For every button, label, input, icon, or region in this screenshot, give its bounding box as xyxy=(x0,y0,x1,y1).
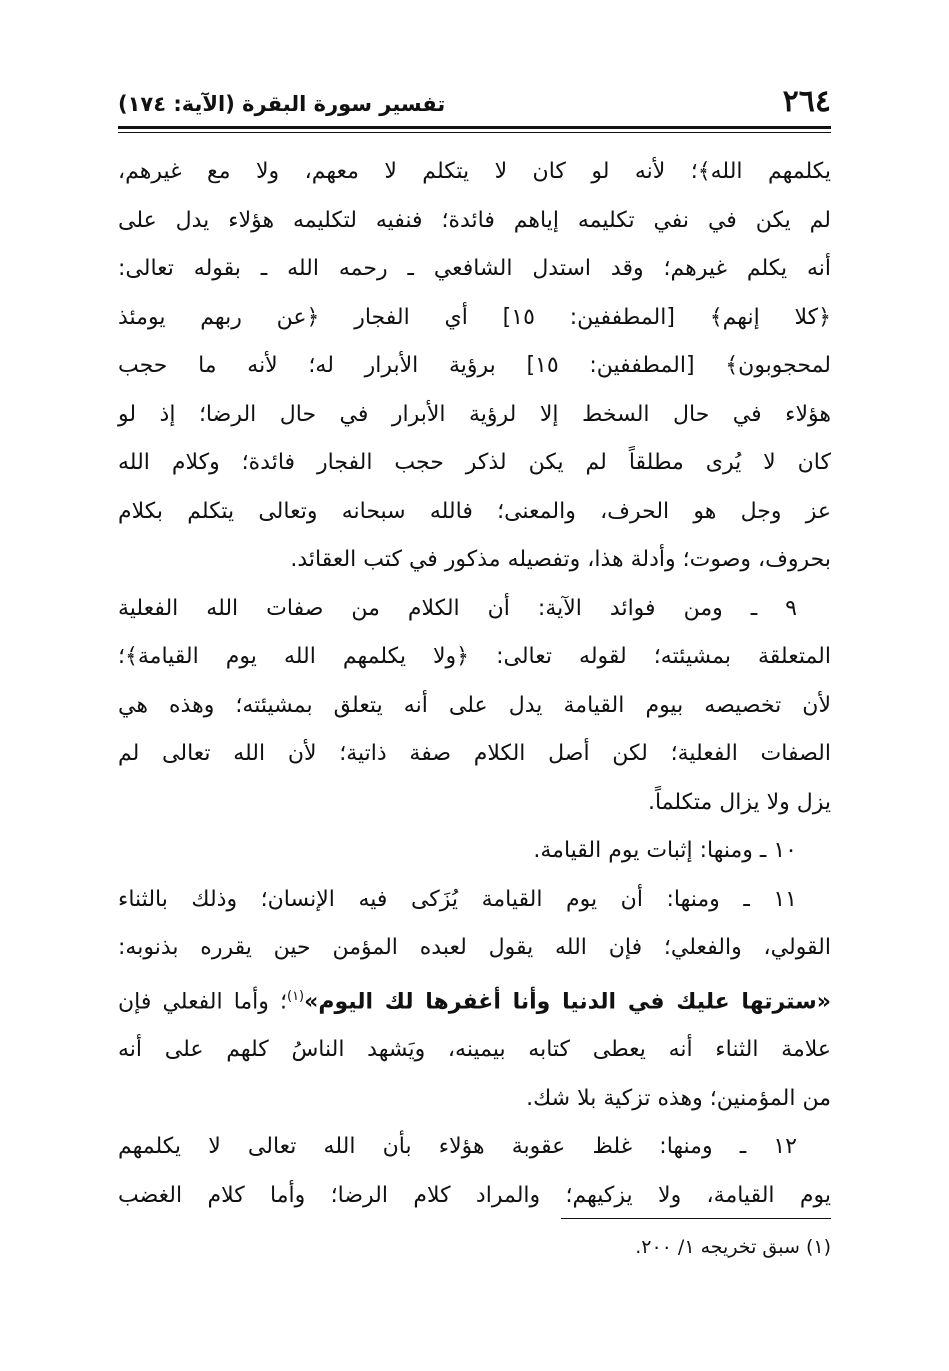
text-line: يكلمهم الله﴾؛ لأنه لو كان لا يتكلم لا معهم، ولا مع غيرهم، xyxy=(118,159,831,184)
body-text xyxy=(118,148,831,1220)
text-line: الصفات الفعلية؛ لكن أصل الكلام صفة ذاتية؛ لأن الله تعالى لم xyxy=(118,741,831,766)
text-line: لمحجوبون﴾ [المطففين: ١٥] برؤية الأبرار له؛ لأنه ما حجب xyxy=(118,353,831,378)
text-line: ٩ ـ ومن فوائد الآية: أن الكلام من صفات الله الفعلية xyxy=(118,595,797,621)
text-line: لأن تخصيصه بيوم القيامة يدل على أنه يتعلق بمشيئته؛ وهذه هي xyxy=(118,692,831,718)
text-line: ١٠ ـ ومنها: إثبات يوم القيامة. xyxy=(533,838,797,863)
text-line: القولي، والفعلي؛ فإن الله يقول لعبده المؤمن حين يقرره بذنوبه: xyxy=(118,935,831,960)
text-line: من المؤمنين؛ وهذه تزكية بلا شك. xyxy=(526,1085,831,1111)
text-line: يوم القيامة، ولا يزكيهم؛ والمراد كلام الرضا؛ وأما كلام الغضب xyxy=(118,1182,831,1208)
text-line: ١٢ ـ ومنها: غلظ عقوبة هؤلاء بأن الله تعالى لا يكلمهم xyxy=(118,1134,797,1160)
text-line: ﴿كلا إنهم﴾ [المطففين: ١٥] أي الفجار ﴿عن ربهم يومئذ xyxy=(118,304,831,330)
text-line xyxy=(118,973,831,1027)
text-line: ١١ ـ ومنها: أن يوم القيامة يُزَكى فيه الإنسان؛ وذلك بالثناء xyxy=(118,886,797,912)
text-line: هؤلاء في حال السخط إلا لرؤية الأبرار في حال الرضا؛ إذ لو xyxy=(118,401,831,427)
text-line: يزل ولا يزال متكلماً. xyxy=(647,789,831,815)
text-line: عز وجل هو الحرف، والمعنى؛ فالله سبحانه وتعالى يتكلم بكلام xyxy=(118,498,831,524)
hadith-quote: «سترتها عليك في الدنيا وأنا أغفرها لك اليوم» xyxy=(304,988,831,1014)
footnote: (١) سبق تخريجه ١/ ٢٠٠. xyxy=(635,1236,831,1258)
text-line: بحروف، وصوت؛ وأدلة هذا، وتفصيله مذكور في كتب العقائد. xyxy=(290,547,831,572)
footnote-ref: (١) xyxy=(286,988,305,1004)
header-rule-thin xyxy=(118,132,831,133)
text-line: كان لا يُرى مطلقاً لم يكن لذكر حجب الفجار فائدة؛ وكلام الله xyxy=(118,450,831,475)
page-header xyxy=(118,84,831,124)
text-line: علامة الثناء أنه يعطى كتابه بيمينه، ويَشهد الناسُ كلهم على أنه xyxy=(118,1037,831,1063)
page-number: ٢٦٤ xyxy=(782,84,831,119)
header-rule-thick xyxy=(118,126,831,129)
text-line: المتعلقة بمشيئته؛ لقوله تعالى: ﴿ولا يكلمهم الله يوم القيامة﴾؛ xyxy=(118,644,831,669)
running-title: تفسير سورة البقرة (الآية: ١٧٤) xyxy=(118,92,446,116)
footnote-rule xyxy=(561,1218,831,1219)
text-line: لم يكن في نفي تكليمه إياهم فائدة؛ فنفيه لتكليمه هؤلاء يدل على xyxy=(118,207,831,233)
text-line: أنه يكلم غيرهم؛ وقد استدل الشافعي ـ رحمه الله ـ بقوله تعالى: xyxy=(118,256,831,281)
line-continuation: ؛ وأما الفعلي فإن xyxy=(118,988,287,1014)
